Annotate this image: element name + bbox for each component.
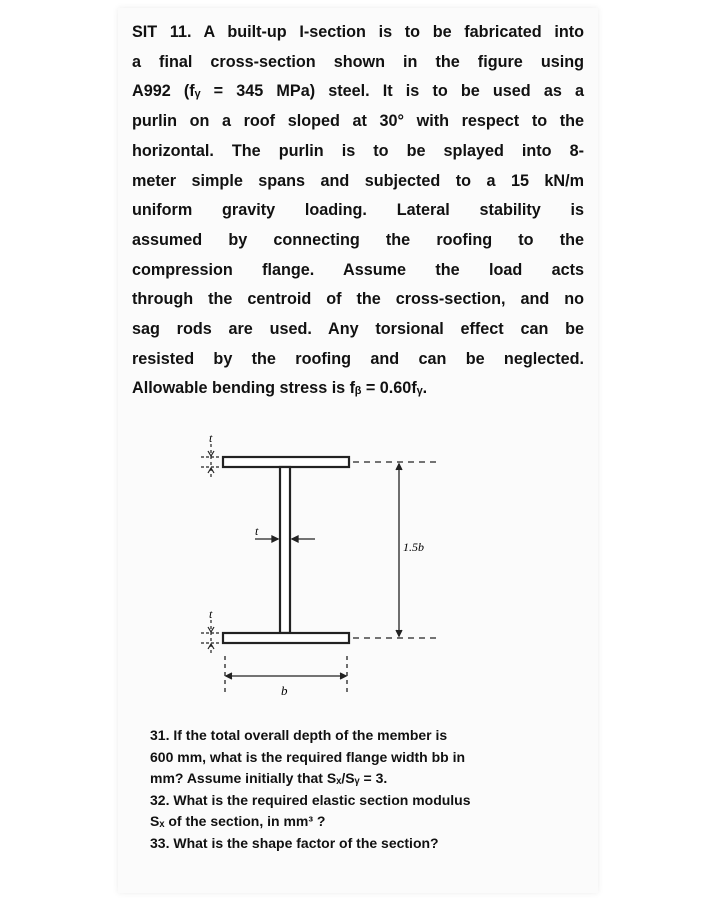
problem-statement: [132, 18, 584, 404]
problem-line: Allowable bending stress is fᵦ = 0.60fᵧ.: [132, 379, 428, 398]
problem-line: a final cross-section shown in the figure using: [132, 52, 584, 71]
top-flange-thickness-label: t: [209, 431, 213, 445]
question-line: mm? Assume initially that Sₓ/Sᵧ = 3.: [150, 770, 388, 786]
problem-line: SIT 11. A built-up I-section is to be fabricated into: [132, 23, 584, 41]
problem-line: through the centroid of the cross-section, and no: [132, 290, 584, 309]
web-thickness-label: t: [255, 524, 259, 538]
depth-dimension: [353, 462, 437, 638]
bottom-flange-thickness-label: t: [209, 607, 213, 621]
question-line: 32. What is the required elastic section modulus: [150, 791, 471, 808]
problem-line: purlin on a roof sloped at 30° with respect to the: [132, 112, 584, 131]
problem-line: resisted by the roofing and can be neglected.: [132, 349, 584, 368]
question-line: 600 mm, what is the required flange width bb in: [150, 748, 466, 765]
i-section-figure: [185, 420, 485, 710]
problem-line: compression flange. Assume the load acts: [132, 260, 584, 279]
problem-line: A992 (fᵧ = 345 MPa) steel. It is to be used as a: [132, 82, 584, 101]
problem-line: meter simple spans and subjected to a 15 kN/m: [132, 171, 584, 190]
questions: [150, 725, 550, 854]
bottom-flange-thickness-dimension: [201, 620, 221, 656]
question-line: Sₓ of the section, in mm³ ?: [150, 813, 326, 829]
i-section-drawing: [185, 420, 485, 710]
question-line: 33. What is the shape factor of the section?: [150, 834, 439, 851]
top-flange-thickness-dimension: [201, 444, 221, 478]
question-line: 31. If the total overall depth of the member is: [150, 727, 448, 743]
width-label: b: [281, 683, 288, 698]
bottom-flange: [223, 633, 349, 643]
depth-label: 1.5b: [403, 540, 424, 554]
problem-line: horizontal. The purlin is to be splayed into 8-: [132, 141, 584, 160]
problem-line: sag rods are used. Any torsional effect can be: [132, 320, 584, 339]
problem-line: assumed by connecting the roofing to the: [132, 230, 584, 249]
problem-line: uniform gravity loading. Lateral stability is: [132, 201, 584, 220]
web: [280, 467, 290, 633]
top-flange: [223, 457, 349, 467]
